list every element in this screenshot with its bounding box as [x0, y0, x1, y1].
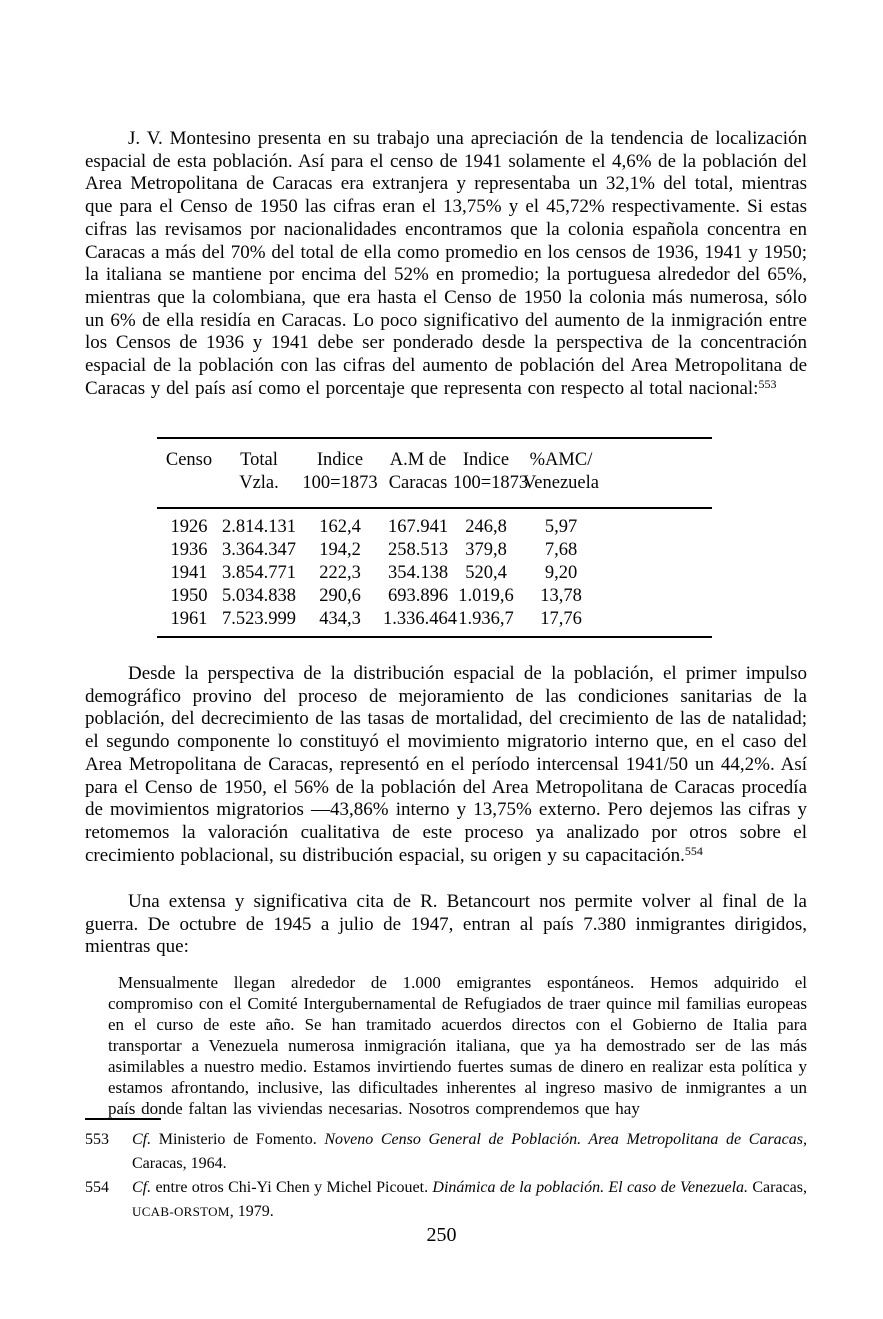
blockquote-betancourt: Mensualmente llegan alrededor de 1.000 emigrantes espontáneos. Hemos adquirido el compromiso con el Comité Intergubernamental de Refugiados de traer quince mil familias europeas en el curso de este año. Se han tramitado acuerdos directos con el Gobierno de Italia para transportar a Venezuela numerosa inmigración italiana, que ya ha demostrado ser de las más asimilables a nuestro medio. Estamos invirtiendo fuertes sumas de dinero en realizar esta política y estamos afrontando, inclusive, las dificultades inherentes al ingreso masivo de inmigrantes a un país donde faltan las viviendas necesarias. Nosotros comprendemos que hay — [108, 973, 807, 1118]
census-table-body — [157, 509, 712, 636]
cell-amc: 167.941 — [387, 517, 449, 537]
cell-indice-2: 246,8 — [465, 517, 507, 537]
header-indice-1-sub: 100=1873 — [302, 473, 378, 493]
cell-indice-1: 290,6 — [319, 586, 361, 606]
paragraph-montesino — [85, 128, 807, 400]
footnote-553 — [85, 1128, 807, 1176]
cell-pct: 17,76 — [540, 609, 582, 629]
cell-total: 3.364.347 — [222, 540, 296, 560]
header-amc: A.M de — [389, 450, 447, 470]
header-total: Total — [240, 450, 278, 470]
cell-amc: 258.513 — [387, 540, 449, 560]
cell-year: 1950 — [170, 586, 208, 606]
header-censo: Censo — [165, 450, 213, 470]
page-number: 250 — [426, 1224, 457, 1246]
header-indice-2-sub: 100=1873 — [453, 473, 529, 493]
census-table — [157, 437, 712, 638]
header-indice-1: Indice — [316, 450, 364, 470]
table-row — [157, 539, 712, 562]
cell-indice-1: 434,3 — [319, 609, 361, 629]
footnote-554-text: Cf. entre otros Chi-Yi Chen y Michel Picouet. Dinámica de la población. El caso de Venezuela. Caracas, UCAB-ORSTOM, 1979. — [132, 1179, 807, 1220]
header-total-sub: Vzla. — [239, 473, 279, 493]
cell-indice-1: 162,4 — [319, 517, 361, 537]
cell-indice-1: 222,3 — [319, 563, 361, 583]
paragraph-distribucion — [85, 663, 807, 867]
header-censo-sub — [157, 472, 221, 495]
cell-pct: 13,78 — [540, 586, 582, 606]
footnote-ref-553: 553 — [758, 376, 777, 391]
cell-year: 1926 — [170, 517, 208, 537]
header-pct-sub: Venezuela — [522, 473, 599, 493]
cell-amc: 1.336.464 — [383, 609, 457, 629]
cell-indice-1: 194,2 — [319, 540, 361, 560]
cell-pct: 5,97 — [544, 517, 578, 537]
census-table-header — [157, 439, 712, 509]
cell-total: 5.034.838 — [222, 586, 296, 606]
cell-pct: 7,68 — [544, 540, 578, 560]
cell-pct: 9,20 — [544, 563, 578, 583]
footnote-separator — [85, 1118, 161, 1120]
cell-year: 1941 — [170, 563, 208, 583]
cell-indice-2: 1.936,7 — [458, 609, 514, 629]
cell-indice-2: 379,8 — [465, 540, 507, 560]
table-row — [157, 608, 712, 631]
footnote-554-number: 554 — [85, 1179, 109, 1196]
header-pct: %AMC/ — [529, 450, 593, 470]
cell-amc: 354.138 — [387, 563, 449, 583]
header-indice-2: Indice — [462, 450, 510, 470]
cell-total: 3.854.771 — [222, 563, 296, 583]
cell-total: 7.523.999 — [222, 609, 296, 629]
footnotes-section — [85, 1128, 807, 1224]
table-row — [157, 585, 712, 608]
cell-indice-2: 520,4 — [465, 563, 507, 583]
paragraph-montesino-text: J. V. Montesino presenta en su trabajo una apreciación de la tendencia de localización espacial de esta población. Así para el censo de 1941 solamente el 4,6% de la población del Area Metropolitana de Caracas era extranjera y representaba un 32,1% del total, mientras que para el Censo de 1950 las cifras eran el 13,75% y el 45,72% respectivamente. Si estas cifras las revisamos por nacionalidades encontramos que la colonia española concentra en Caracas a más del 70% del total de ella como promedio en los censos de 1936, 1941 y 1950; la italiana se mantiene por encima del 52% en promedio; la portuguesa alrededor del 65%, mientras que la colombiana, que era hasta el Censo de 1950 la colonia más numerosa, sólo un 6% de ella residía en Caracas. Lo poco significativo del aumento de la inmigración entre los Censos de 1936 y 1941 debe ser ponderado desde la perspectiva de la concentración espacial de la población con las cifras del aumento de población del Area Metropolitana de Caracas y del país así como el porcentaje que representa con respecto al total nacional: — [85, 128, 807, 399]
footnote-553-number: 553 — [85, 1131, 109, 1148]
cell-year: 1936 — [170, 540, 208, 560]
cell-year: 1961 — [170, 609, 208, 629]
paragraph-distribucion-text: Desde la perspectiva de la distribución espacial de la población, el primer impulso demográfico provino del proceso de mejoramiento de las condiciones sanitarias de la población, del decrecimiento de las tasas de mortalidad, del crecimiento de las de natalidad; el segundo componente lo constituyó el movimiento migratorio interno que, en el caso del Area Metropolitana de Caracas, representó en el período intercensal 1941/50 un 44,2%. Así para el Censo de 1950, el 56% de la población del Area Metropolitana de Caracas procedía de movimientos migratorios —43,86% interno y 13,75% externo. Pero dejemos las cifras y retomemos la valoración cualitativa de este proceso ya analizado por otros sobre el crecimiento poblacional, su distribución espacial, su origen y su capacitación. — [85, 663, 807, 866]
footnote-553-text: Cf. Ministerio de Fomento. Noveno Censo General de Población. Area Metropolitana de Caracas, Caracas, 1964. — [132, 1131, 808, 1172]
cell-indice-2: 1.019,6 — [458, 586, 514, 606]
paragraph-betancourt: Una extensa y significativa cita de R. Betancourt nos permite volver al final de la guerra. De octubre de 1945 a julio de 1947, entran al país 7.380 inmigrantes dirigidos, mientras que: — [85, 891, 807, 958]
cell-total: 2.814.131 — [222, 517, 296, 537]
footnote-554 — [85, 1176, 807, 1224]
table-row — [157, 562, 712, 585]
footnote-ref-554: 554 — [684, 843, 703, 858]
cell-amc: 693.896 — [387, 586, 449, 606]
header-amc-sub: Caracas — [388, 473, 448, 493]
table-row — [157, 516, 712, 539]
footnote-554-smallcaps: UCAB-ORSTOM — [132, 1204, 230, 1219]
